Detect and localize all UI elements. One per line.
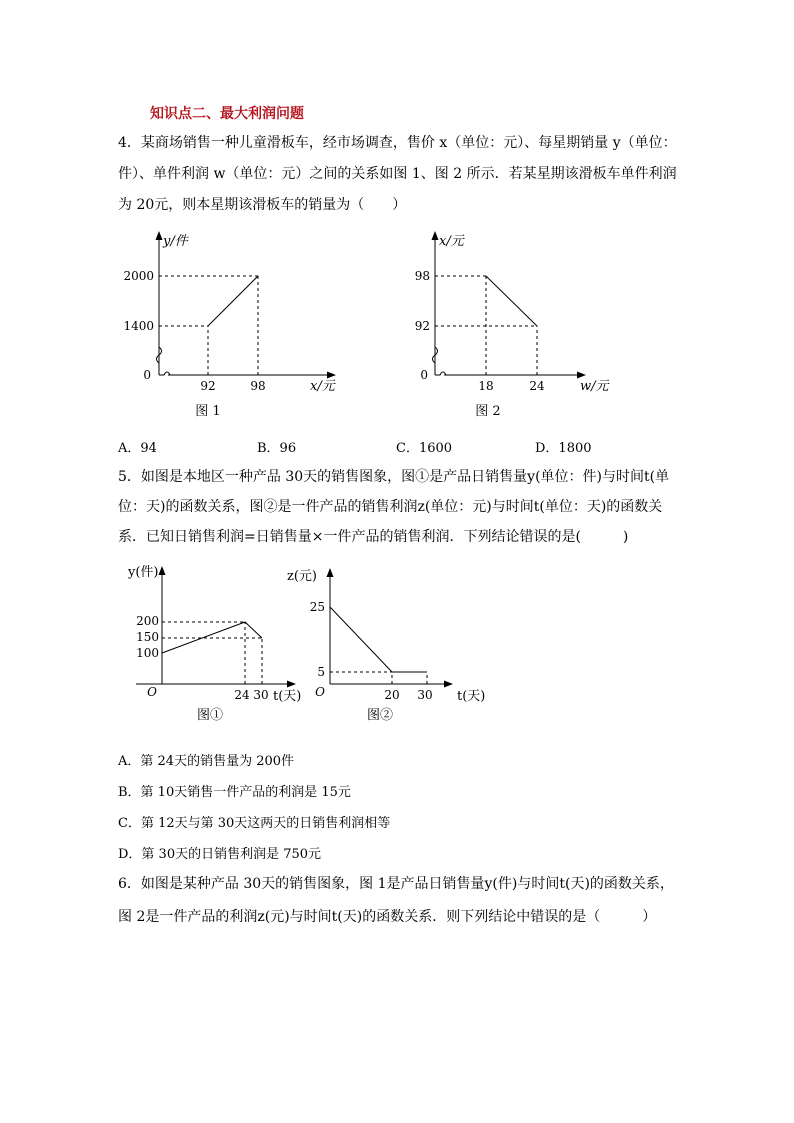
q4-option-d: D．1800 <box>535 441 592 456</box>
y-axis-arrow <box>156 231 163 240</box>
q5-option-c: C．第 12天与第 30天这两天的日销售利润相等 <box>118 816 391 831</box>
origin-label: 0 <box>143 368 151 382</box>
x-tick-label-18: 18 <box>478 379 494 393</box>
y-axis-arrow <box>432 231 439 240</box>
y-tick-label-100: 100 <box>136 646 159 660</box>
chart-figure-2 <box>398 225 628 425</box>
y-tick-label-150: 150 <box>136 630 159 644</box>
origin-label: 0 <box>420 368 428 382</box>
x-tick-label-92: 92 <box>200 379 216 393</box>
q5-line-1: 5．如图是本地区一种产品 30天的销售图象，图①是产品日销售量y(单位：件)与时间t(单 <box>118 469 670 485</box>
chart-figure-1 <box>118 225 348 425</box>
origin-label: O <box>315 685 325 699</box>
x-tick-label-30: 30 <box>253 688 269 702</box>
y-tick-label-5: 5 <box>317 665 325 679</box>
y-axis-label: z(元) <box>287 569 317 584</box>
x-axis-label: x/元 <box>310 379 335 394</box>
figure-caption: 图② <box>366 708 394 723</box>
y-tick-label-25: 25 <box>309 600 325 614</box>
series-line <box>208 276 258 326</box>
x-tick-label-30: 30 <box>417 688 433 702</box>
y-axis-arrow <box>159 566 166 575</box>
y-axis-arrow <box>327 568 334 577</box>
x-axis-arrow <box>444 681 453 688</box>
y-tick-label-200: 200 <box>136 614 159 628</box>
q5-line-3: 系．已知日销售利润=日销售量×一件产品的销售利润．下列结论错误的是( ) <box>118 529 629 545</box>
x-axis-arrow <box>327 372 336 379</box>
figure-caption: 图 1 <box>195 404 221 419</box>
x-tick-label-24: 24 <box>234 688 250 702</box>
q5-line-2: 位：天)的函数关系，图②是一件产品的销售利润z(单位：元)与时间t(单位：天)的函数关 <box>118 499 663 515</box>
x-tick-label-98: 98 <box>250 379 266 393</box>
q6-line-1: 6．如图是某种产品 30天的销售图象，图 1是产品日销售量y(件)与时间t(天)的函数关系， <box>118 876 674 892</box>
x-axis-label: w/元 <box>580 379 609 394</box>
x-tick-label-24: 24 <box>529 379 545 393</box>
x-axis-label: t(天) <box>273 689 302 704</box>
q4-line-2: 件）、单件利润 w（单位：元）之间的关系如图 1、图 2 所示．若某星期该滑板车单件利润 <box>118 166 677 182</box>
y-axis-label: x/元 <box>439 234 464 249</box>
y-axis-label: y(件) <box>128 565 159 580</box>
chart-figure-circle-1 <box>118 560 313 730</box>
y-axis-label: y/件 <box>163 234 188 249</box>
q4-option-c: C．1600 <box>396 441 453 456</box>
y-tick-label-98: 98 <box>414 269 430 283</box>
q5-option-b: B．第 10天销售一件产品的利润是 15元 <box>118 785 351 800</box>
axis-break-x <box>435 372 450 375</box>
x-axis-label: t(天) <box>457 689 486 704</box>
chart-figure-circle-2 <box>285 560 495 730</box>
y-tick-label-2000: 2000 <box>123 269 154 283</box>
figure-caption: 图 2 <box>475 404 501 419</box>
figure-caption: 图① <box>196 708 224 723</box>
y-tick-label-1400: 1400 <box>123 319 154 333</box>
q5-option-d: D．第 30天的日销售利润是 750元 <box>118 847 322 862</box>
series-line <box>486 276 537 326</box>
q4-line-3: 为 20元，则本星期该滑板车的销量为（ ） <box>118 197 407 213</box>
q4-line-1: 4．某商场销售一种儿童滑板车，经市场调查，售价 x（单位：元）、每星期销量 y（单位： <box>118 135 677 151</box>
q5-option-a: A．第 24天的销售量为 200件 <box>118 754 295 769</box>
origin-label: O <box>147 685 157 699</box>
q6-line-2: 图 2是一件产品的利润z(元)与时间t(天)的函数关系．则下列结论中错误的是（ ） <box>118 909 657 925</box>
x-tick-label-20: 20 <box>384 688 400 702</box>
section-title: 知识点二、最大利润问题 <box>150 106 304 122</box>
axis-break-x <box>159 372 174 375</box>
q4-option-b: B．96 <box>257 441 297 456</box>
x-axis-arrow <box>577 372 586 379</box>
y-tick-label-92: 92 <box>414 319 430 333</box>
q4-option-a: A．94 <box>118 441 157 456</box>
series-line <box>330 607 427 672</box>
